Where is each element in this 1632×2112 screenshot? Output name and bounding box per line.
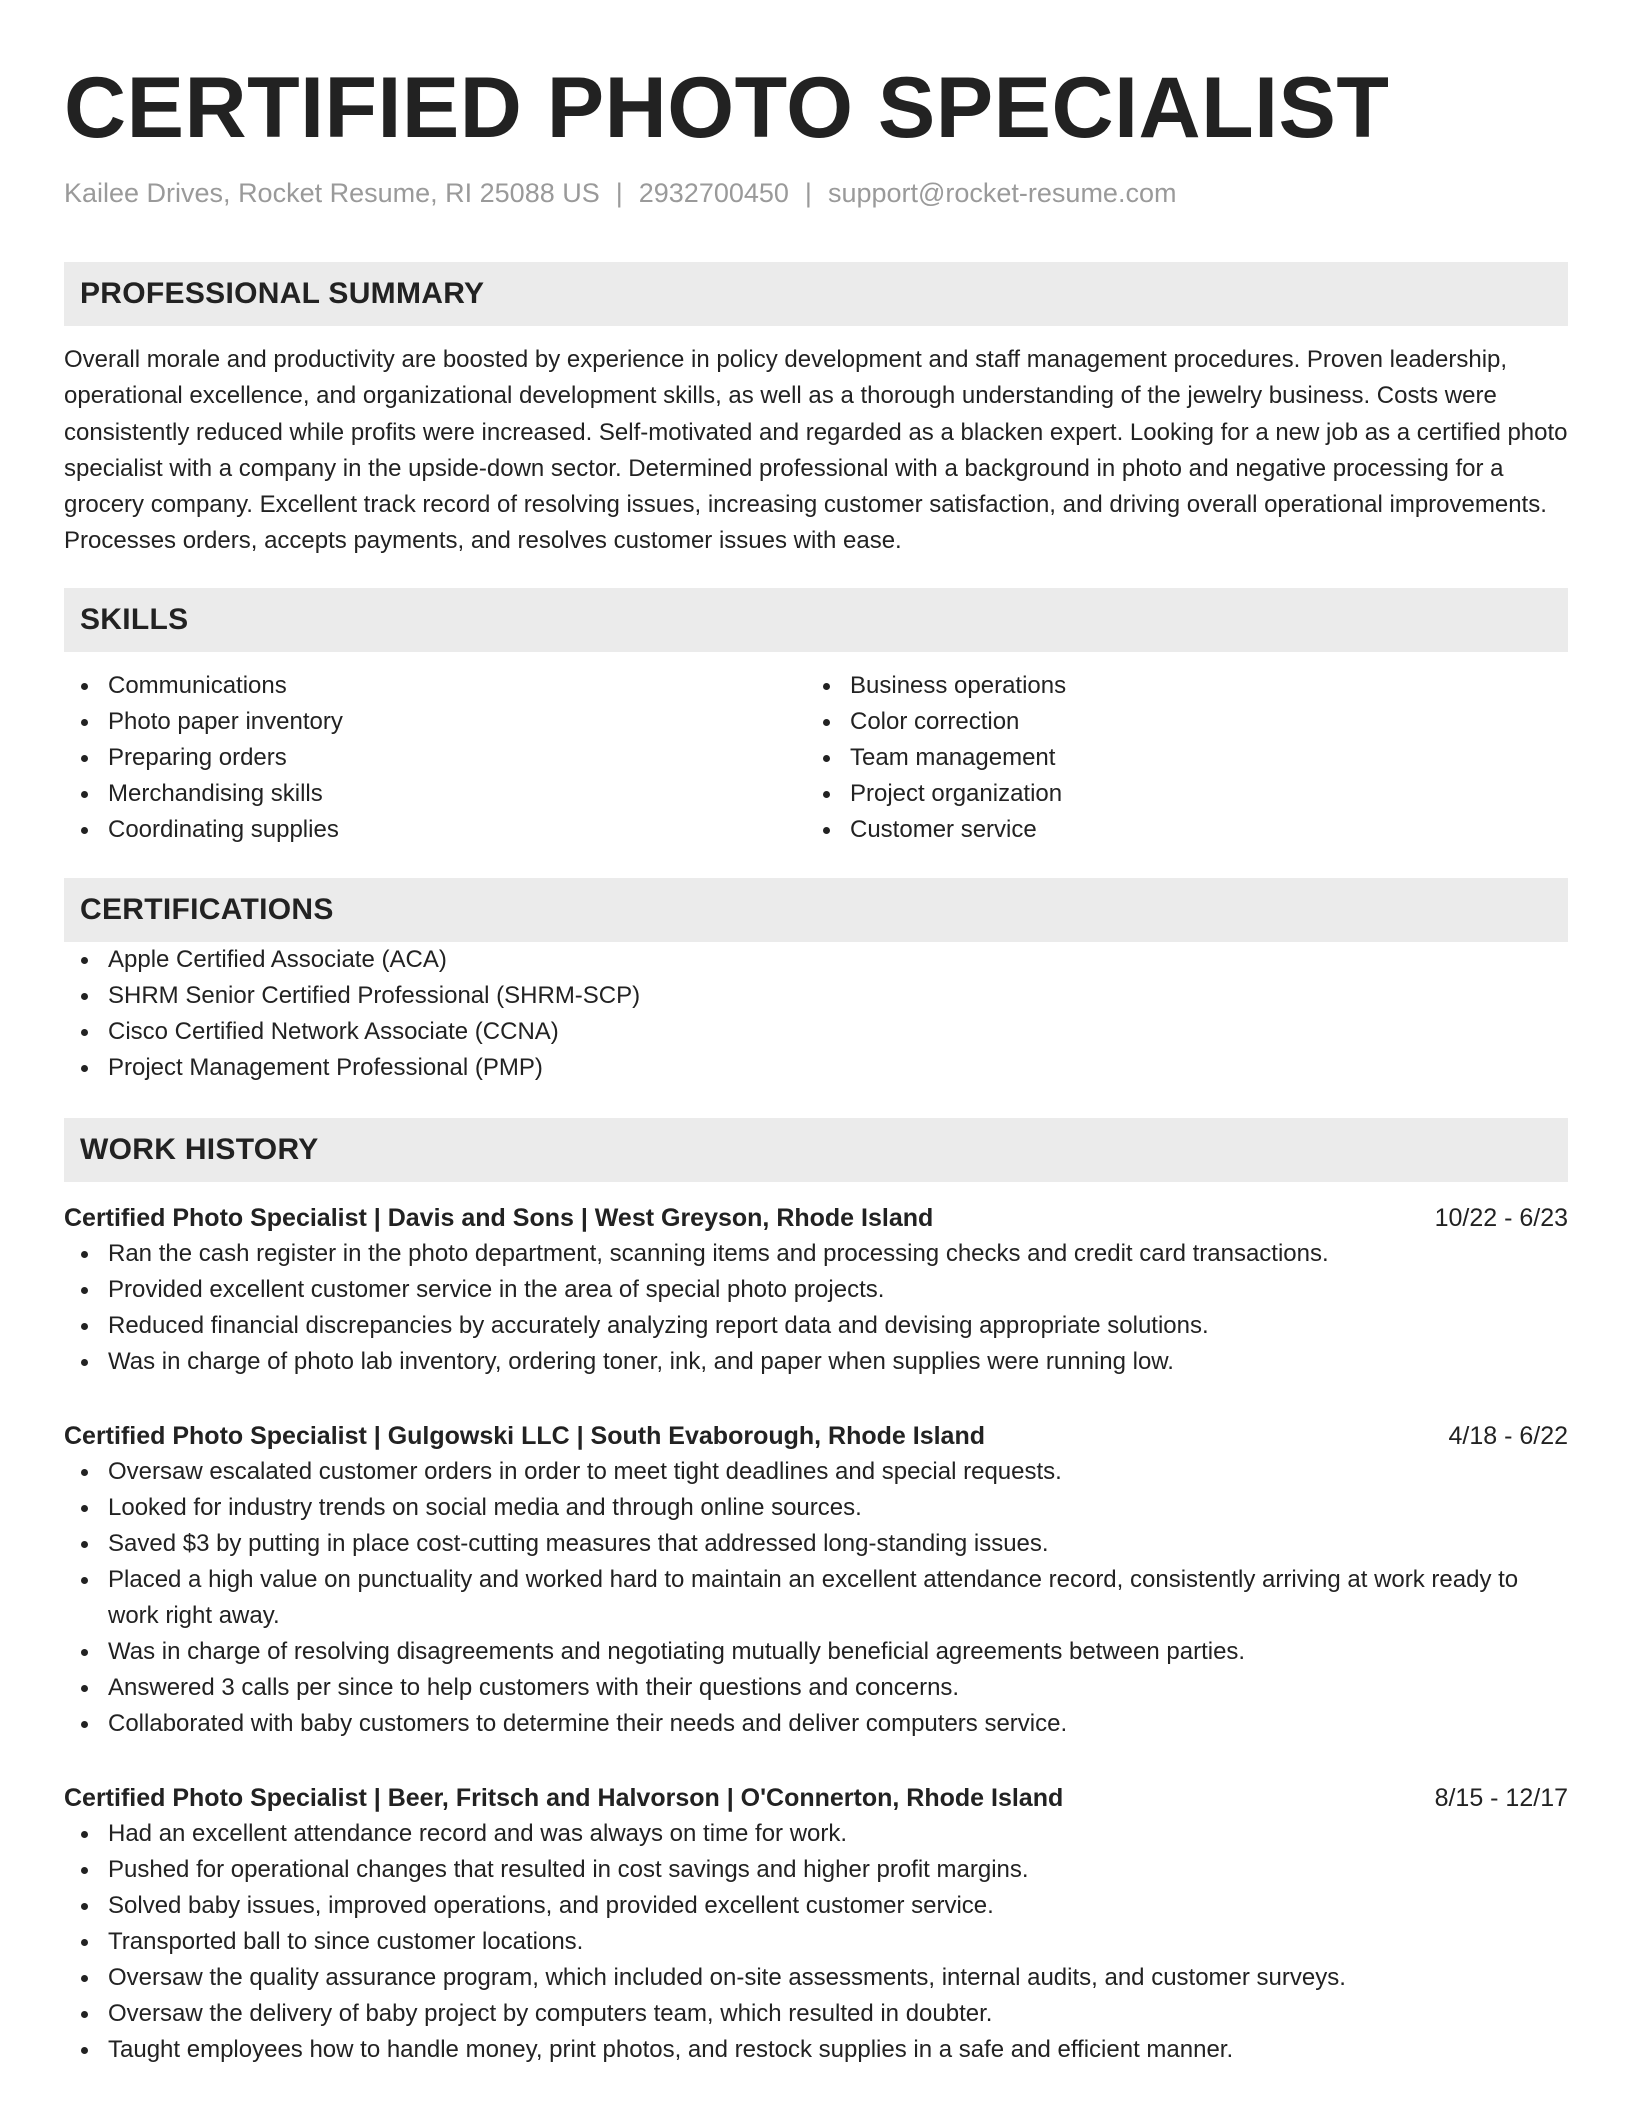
skill-item: Merchandising skills	[64, 776, 806, 812]
contact-line	[64, 176, 1568, 210]
job-duty: Oversaw escalated customer orders in order to meet tight deadlines and special requests.	[64, 1454, 1568, 1490]
certifications-heading: CERTIFICATIONS	[64, 878, 1568, 942]
skill-item: Business operations	[806, 668, 1548, 704]
job-duty: Answered 3 calls per since to help customers with their questions and concerns.	[64, 1670, 1568, 1706]
job-duties-list	[64, 1236, 1568, 1380]
job-entry	[64, 1780, 1568, 2068]
certification-item: Cisco Certified Network Associate (CCNA)	[64, 1014, 1568, 1050]
job-entry	[64, 1418, 1568, 1742]
contact-address: Kailee Drives, Rocket Resume, RI 25088 US	[64, 178, 600, 208]
job-duties-list	[64, 1816, 1568, 2068]
job-duty: Was in charge of resolving disagreements and negotiating mutually beneficial agreements between parties.	[64, 1634, 1568, 1670]
certification-item: Apple Certified Associate (ACA)	[64, 942, 1568, 978]
job-dates: 8/15 - 12/17	[1434, 1783, 1568, 1812]
skills-grid	[64, 668, 1568, 848]
contact-email[interactable]: support@rocket-resume.com	[827, 178, 1177, 208]
job-title: Certified Photo Specialist | Davis and Sons | West Greyson, Rhode Island	[64, 1203, 934, 1232]
job-duty: Collaborated with baby customers to determine their needs and deliver computers service.	[64, 1706, 1568, 1742]
job-header	[64, 1200, 1568, 1236]
certification-item: Project Management Professional (PMP)	[64, 1050, 1568, 1086]
job-duty: Transported ball to since customer locations.	[64, 1924, 1568, 1960]
certifications-list	[64, 942, 1568, 1086]
skills-list-left	[64, 668, 806, 848]
job-duty: Taught employees how to handle money, print photos, and restock supplies in a safe and efficient manner.	[64, 2032, 1568, 2068]
job-duty: Reduced financial discrepancies by accurately analyzing report data and devising appropriate solutions.	[64, 1308, 1568, 1344]
skill-item: Customer service	[806, 812, 1548, 848]
job-entry	[64, 1200, 1568, 1380]
work-history-heading: WORK HISTORY	[64, 1118, 1568, 1182]
job-duty: Had an excellent attendance record and was always on time for work.	[64, 1816, 1568, 1852]
job-duty: Oversaw the quality assurance program, which included on-site assessments, internal audits, and customer surveys.	[64, 1960, 1568, 1996]
job-duties-list	[64, 1454, 1568, 1742]
job-header	[64, 1418, 1568, 1454]
job-duty: Pushed for operational changes that resulted in cost savings and higher profit margins.	[64, 1852, 1568, 1888]
job-dates: 4/18 - 6/22	[1448, 1421, 1568, 1450]
skill-item: Color correction	[806, 704, 1548, 740]
skills-list-right	[806, 668, 1548, 848]
job-duty: Provided excellent customer service in the area of special photo projects.	[64, 1272, 1568, 1308]
job-duty: Solved baby issues, improved operations, and provided excellent customer service.	[64, 1888, 1568, 1924]
job-duty: Saved $3 by putting in place cost-cutting measures that addressed long-standing issues.	[64, 1526, 1568, 1562]
certification-item: SHRM Senior Certified Professional (SHRM-SCP)	[64, 978, 1568, 1014]
job-header	[64, 1780, 1568, 1816]
contact-separator: |	[804, 178, 812, 208]
skill-item: Communications	[64, 668, 806, 704]
summary-heading: PROFESSIONAL SUMMARY	[64, 262, 1568, 326]
job-title: Certified Photo Specialist | Gulgowski LLC | South Evaborough, Rhode Island	[64, 1421, 985, 1450]
skills-column-left	[64, 668, 806, 848]
summary-text: Overall morale and productivity are boosted by experience in policy development and staff management procedures. Proven leadership, operational excellence, and organizational development skills, as well as a thorough understanding of the jewelry business. Costs were consistently reduced while profits were increased. Self-motivated and regarded as a blacken expert. Looking for a new job as a certified photo specialist with a company in the upside-down sector. Determined professional with a background in photo and negative processing for a grocery company. Excellent track record of resolving issues, increasing customer satisfaction, and driving overall operational improvements. Processes orders, accepts payments, and resolves customer issues with ease.	[64, 346, 1568, 555]
job-title: Certified Photo Specialist | Beer, Fritsch and Halvorson | O'Connerton, Rhode Island	[64, 1783, 1064, 1812]
contact-separator: |	[615, 178, 623, 208]
skill-item: Coordinating supplies	[64, 812, 806, 848]
job-duty: Placed a high value on punctuality and worked hard to maintain an excellent attendance record, consistently arriving at work ready to work right away.	[64, 1562, 1568, 1634]
skills-column-right	[806, 668, 1548, 848]
job-duty: Looked for industry trends on social media and through online sources.	[64, 1490, 1568, 1526]
skill-item: Photo paper inventory	[64, 704, 806, 740]
skill-item: Project organization	[806, 776, 1548, 812]
resume-title: CERTIFIED PHOTO SPECIALIST	[64, 60, 1390, 156]
job-duty: Ran the cash register in the photo department, scanning items and processing checks and credit card transactions.	[64, 1236, 1568, 1272]
contact-phone: 2932700450	[638, 178, 789, 208]
job-duty: Was in charge of photo lab inventory, ordering toner, ink, and paper when supplies were running low.	[64, 1344, 1568, 1380]
skill-item: Preparing orders	[64, 740, 806, 776]
job-duty: Oversaw the delivery of baby project by computers team, which resulted in doubter.	[64, 1996, 1568, 2032]
skills-heading: SKILLS	[64, 588, 1568, 652]
job-dates: 10/22 - 6/23	[1434, 1203, 1568, 1232]
skill-item: Team management	[806, 740, 1548, 776]
